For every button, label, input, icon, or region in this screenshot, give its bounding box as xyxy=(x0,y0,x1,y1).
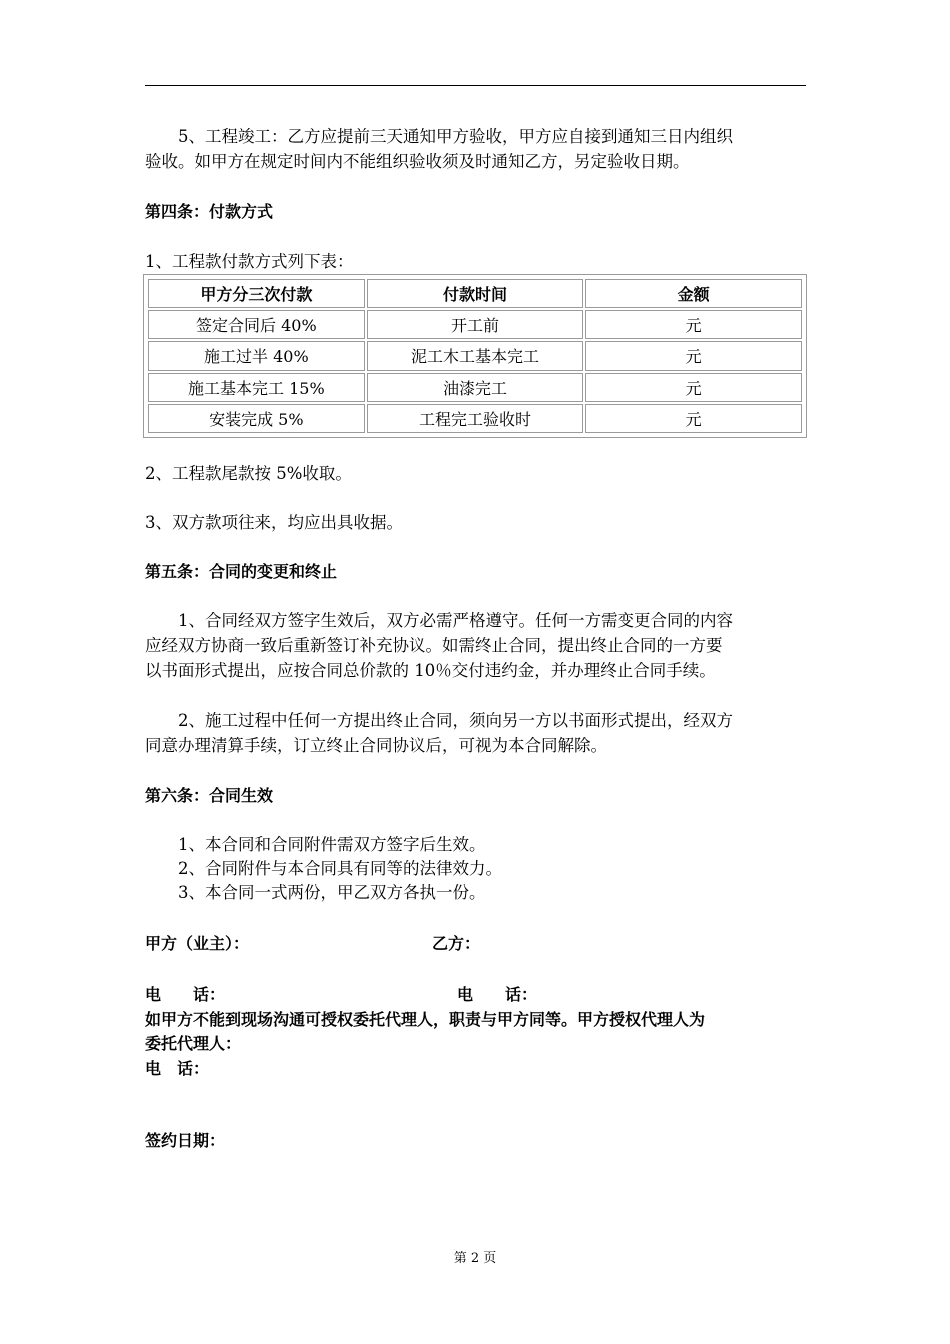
signing-date-label: 签约日期： xyxy=(145,1131,226,1150)
header-rule xyxy=(145,85,806,86)
table-cell: 元 xyxy=(585,404,802,433)
article-5-p2-line-1: 2、施工过程中任何一方提出终止合同，须向另一方以书面形式提出，经双方 xyxy=(178,711,733,730)
article-5-p1-line-2: 应经双方协商一致后重新签订补充协议。如需终止合同，提出终止合同的一方要 xyxy=(145,636,723,655)
table-cell: 元 xyxy=(585,373,802,402)
table-header: 金额 xyxy=(585,279,802,308)
table-header-row xyxy=(148,279,802,308)
table-cell: 泥工木工基本完工 xyxy=(367,341,584,370)
article-5-title: 第五条：合同的变更和终止 xyxy=(145,562,338,581)
party-b-phone-label: 电 话： xyxy=(457,985,538,1004)
table-cell: 施工基本完工 15% xyxy=(148,373,365,402)
table-cell: 施工过半 40% xyxy=(148,341,365,370)
table-row xyxy=(148,341,802,370)
payment-table xyxy=(143,274,807,438)
article-6-item: 1、本合同和合同附件需双方签字后生效。 xyxy=(178,835,486,854)
para-5-line-1: 5、工程竣工：乙方应提前三天通知甲方验收，甲方应自接到通知三日内组织 xyxy=(178,127,733,146)
table-row xyxy=(148,404,802,433)
article-5-p1-line-3: 以书面形式提出，应按合同总价款的 10％交付违约金，并办理终止合同手续。 xyxy=(145,661,716,680)
table-cell: 开工前 xyxy=(367,310,584,339)
table-cell: 油漆完工 xyxy=(367,373,584,402)
table-row xyxy=(148,373,802,402)
para-5-line-2: 验收。如甲方在规定时间内不能组织验收须及时通知乙方，另定验收日期。 xyxy=(145,152,690,171)
page-number: 第 2 页 xyxy=(453,1251,497,1266)
table-header: 付款时间 xyxy=(367,279,584,308)
article-4-item-3: 3、双方款项往来，均应出具收据。 xyxy=(145,513,403,532)
party-a-label: 甲方（业主）： xyxy=(145,934,250,953)
table-row xyxy=(148,310,802,339)
proxy-note: 如甲方不能到现场沟通可授权委托代理人，职责与甲方同等。甲方授权代理人为 xyxy=(145,1010,706,1029)
article-4-title: 第四条：付款方式 xyxy=(145,202,274,221)
article-5-p2-line-2: 同意办理清算手续，订立终止合同协议后，可视为本合同解除。 xyxy=(145,736,607,755)
table-header: 甲方分三次付款 xyxy=(148,279,365,308)
party-a-phone-label: 电 话： xyxy=(145,985,226,1004)
table-cell: 签定合同后 40% xyxy=(148,310,365,339)
table-cell: 元 xyxy=(585,341,802,370)
article-4-item-2: 2、工程款尾款按 5%收取。 xyxy=(145,464,352,483)
table-cell: 元 xyxy=(585,310,802,339)
party-b-label: 乙方： xyxy=(432,934,481,953)
table-cell: 安装完成 5% xyxy=(148,404,365,433)
table-cell: 工程完工验收时 xyxy=(367,404,584,433)
article-4-item-1: 1、工程款付款方式列下表： xyxy=(145,252,354,271)
article-6-title: 第六条：合同生效 xyxy=(145,786,274,805)
article-5-p1-line-1: 1、合同经双方签字生效后，双方必需严格遵守。任何一方需变更合同的内容 xyxy=(178,611,733,630)
article-6-item: 3、本合同一式两份，甲乙双方各执一份。 xyxy=(178,883,486,902)
proxy-phone-label: 电 话： xyxy=(145,1059,210,1078)
article-6-item: 2、合同附件与本合同具有同等的法律效力。 xyxy=(178,859,502,878)
proxy-label: 委托代理人： xyxy=(145,1034,242,1053)
